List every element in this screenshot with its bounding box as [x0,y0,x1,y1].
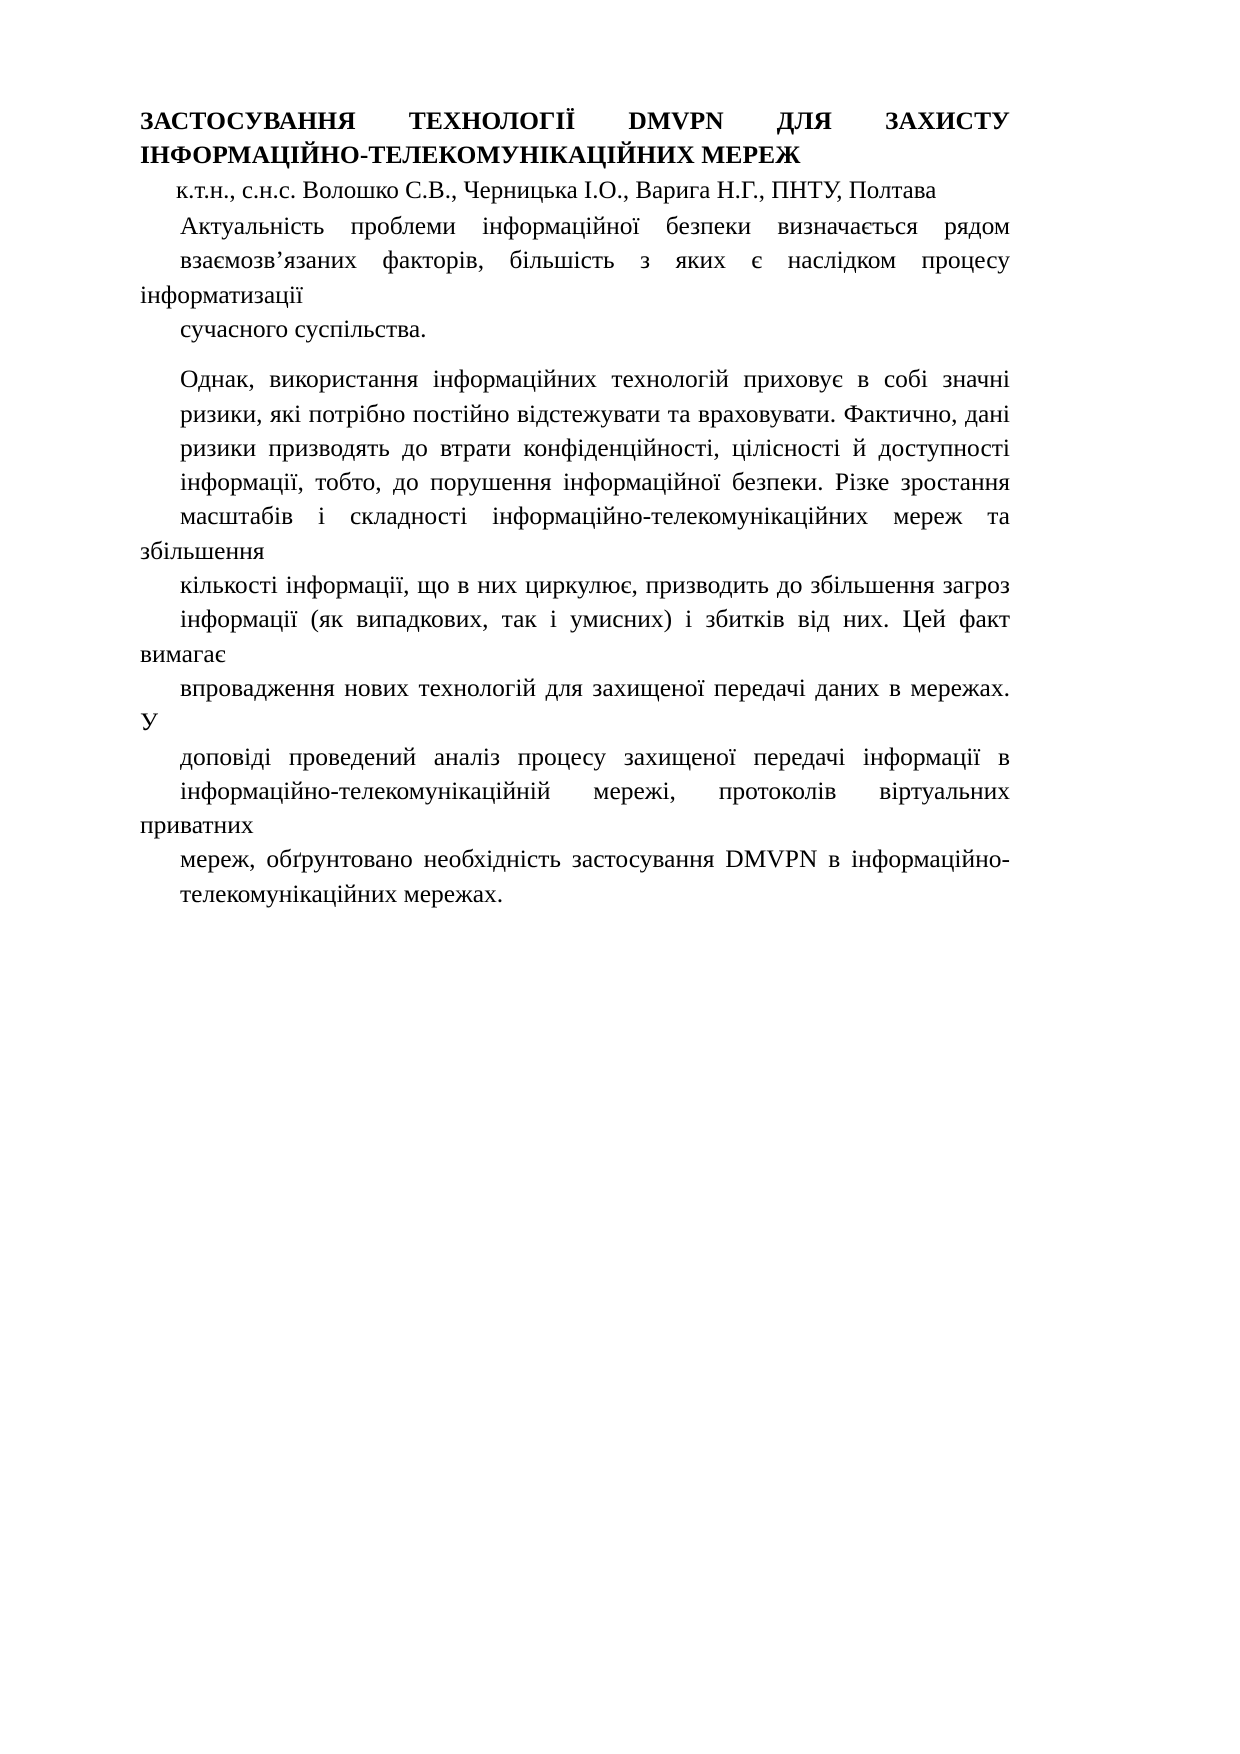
paragraph-2-line-12: телекомунікаційних мережах. [180,878,504,908]
page-content [140,104,1010,911]
title-line-1: ЗАСТОСУВАННЯ ТЕХНОЛОГІЇ DMVPN ДЛЯ ЗАХИСТУ [140,106,1010,135]
paragraph-2-line-10: інформаційно-телекомунікаційній мережі, протоколів віртуальних приватних [140,775,1010,840]
paragraph-1-line-2: взаємозв’язаних факторів, більшість з яких є наслідком процесу інформатизації [140,245,1010,309]
paragraph-2-line-4: інформації, тобто, до порушення інформаційної безпеки. Різке зростання [180,467,1010,497]
authors-affiliation-line: к.т.н., с.н.с. Волошко С.В., Черницька І.О., Варига Н.Г., ПНТУ, Полтава [176,176,937,204]
paragraph-2-line-2: ризики, які потрібно постійно відстежувати та враховувати. Фактично, дані [180,398,1010,428]
paragraph-2-line-7: інформації (як випадкових, так і умисних) і збитків від них. Цей факт вимагає [140,604,1010,668]
paragraph-1 [140,207,1010,346]
paragraph-2-line-5: масштабів і складності інформаційно-телекомунікаційних мереж та збільшення [140,501,1010,565]
paragraph-2-line-9: доповіді проведений аналіз процесу захищеної передачі інформації в [180,741,1010,771]
paragraph-2-line-6: кількості інформації, що в них циркулює, призводить до збільшення загроз [180,570,1010,600]
paragraph-2-line-11: мереж, обґрунтовано необхідність застосування DMVPN в інформаційно- [180,844,1010,874]
paragraph-2-line-3: ризики призводять до втрати конфіденційності, цілісності й доступності [180,432,1010,462]
paragraph-2 [140,346,1010,911]
page-title [140,104,1010,172]
paragraph-2-line-1: Однак, використання інформаційних технологій приховує в собі значні [180,364,1010,394]
paragraph-1-line-1: Актуальність проблеми інформаційної безпеки визначається рядом [180,211,1010,241]
title-line-2: ІНФОРМАЦІЙНО-ТЕЛЕКОМУНІКАЦІЙНИХ МЕРЕЖ [140,139,801,169]
paragraph-1-line-3: сучасного суспільства. [180,313,427,343]
paragraph-2-line-8: впровадження нових технологій для захищеної передачі даних в мережах. У [140,672,1010,737]
